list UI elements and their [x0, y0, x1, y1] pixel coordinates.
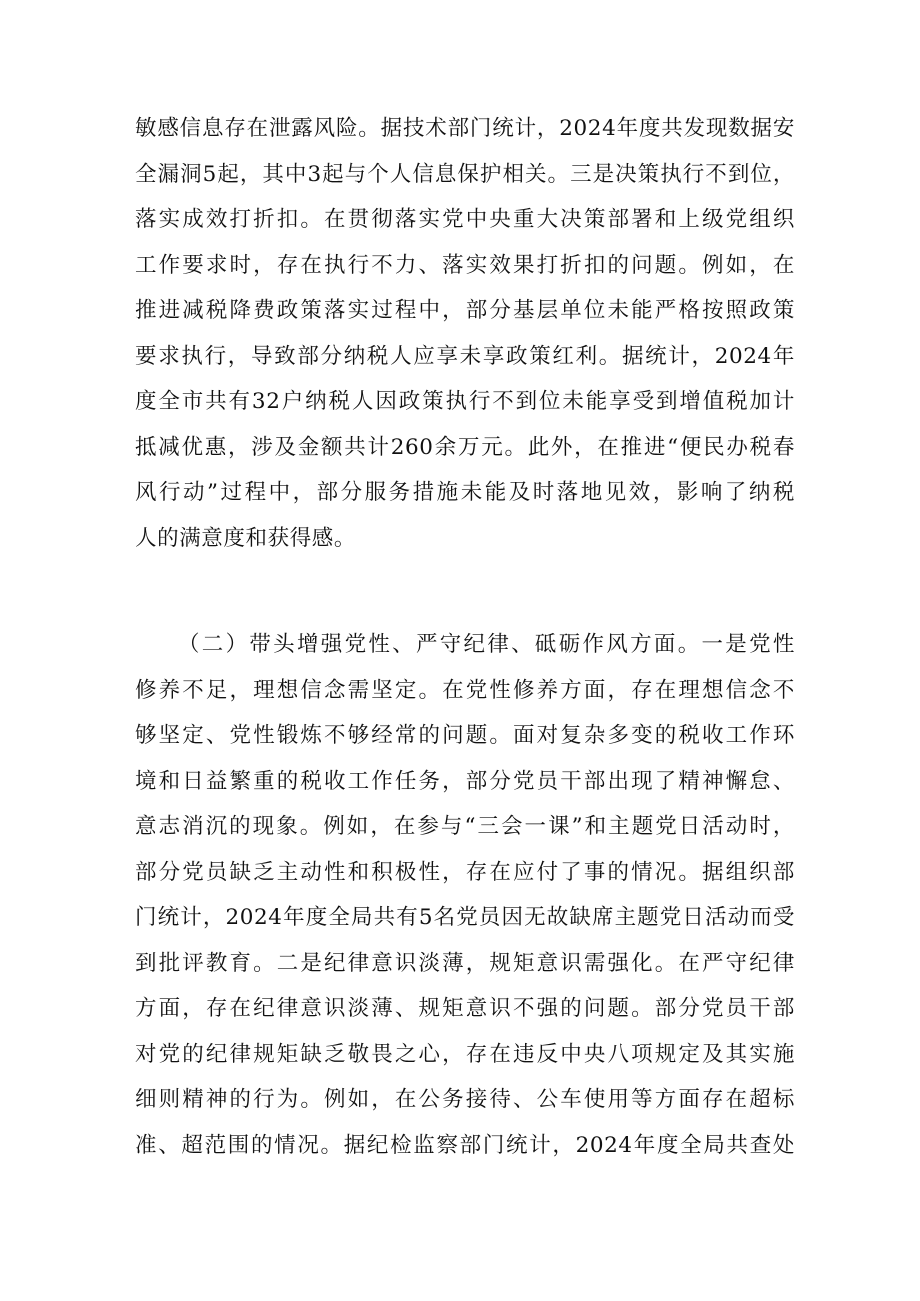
text-line: 推进减税降费政策落实过程中，部分基层单位未能严格按照政策 [135, 298, 795, 323]
text-line-last: 人的满意度和获得感。 [135, 525, 357, 551]
text-line: 方面，存在纪律意识淡薄、规矩意识不强的问题。部分党员干部 [135, 996, 795, 1021]
text-line: 落实成效打折扣。在贯彻落实党中央重大决策部署和上级党组织 [135, 207, 795, 232]
text-line: 境和日益繁重的税收工作任务，部分党员干部出现了精神懈怠、 [135, 768, 795, 794]
text-line: 门统计，2024年度全局共有5名党员因无故缺席主题党日活动而受 [135, 905, 795, 930]
text-line: 工作要求时，存在执行不力、落实效果打折扣的问题。例如，在 [135, 252, 795, 278]
text-line: 度全市共有32户纳税人因政策执行不到位未能享受到增值税加计 [135, 389, 795, 414]
text-line: 意志消沉的现象。例如，在参与“三会一课”和主题党日活动时， [135, 814, 795, 839]
text-line: 风行动”过程中，部分服务措施未能及时落地见效，影响了纳税 [135, 480, 795, 505]
paragraph-2 [135, 622, 795, 1168]
text-line: 要求执行，导致部分纳税人应享未享政策红利。据统计，2024年 [135, 343, 795, 369]
text-line: 全漏洞5起，其中3起与个人信息保护相关。三是决策执行不到位， [135, 161, 795, 187]
text-line: 对党的纪律规矩缺乏敬畏之心，存在违反中央八项规定及其实施 [135, 1041, 795, 1067]
text-line: 准、超范围的情况。据纪检监察部门统计，2024年度全局共查处 [135, 1132, 795, 1158]
text-line: 部分党员缺乏主动性和积极性，存在应付了事的情况。据组织部 [135, 859, 795, 885]
text-line: 到批评教育。二是纪律意识淡薄，规矩意识需强化。在严守纪律 [135, 950, 795, 976]
text-line: 修养不足，理想信念需坚定。在党性修养方面，存在理想信念不 [135, 677, 795, 703]
text-line: 敏感信息存在泄露风险。据技术部门统计，2024年度共发现数据安 [135, 116, 795, 141]
text-line: 细则精神的行为。例如，在公务接待、公车使用等方面存在超标 [135, 1087, 795, 1112]
text-line-indented: （二）带头增强党性、严守纪律、砥砺作风方面。一是党性 [178, 632, 795, 657]
text-line: 抵减优惠，涉及金额共计260余万元。此外，在推进“便民办税春 [135, 434, 795, 460]
paragraph-1 [135, 106, 795, 561]
text-line: 够坚定、党性锻炼不够经常的问题。面对复杂多变的税收工作环 [135, 723, 795, 748]
